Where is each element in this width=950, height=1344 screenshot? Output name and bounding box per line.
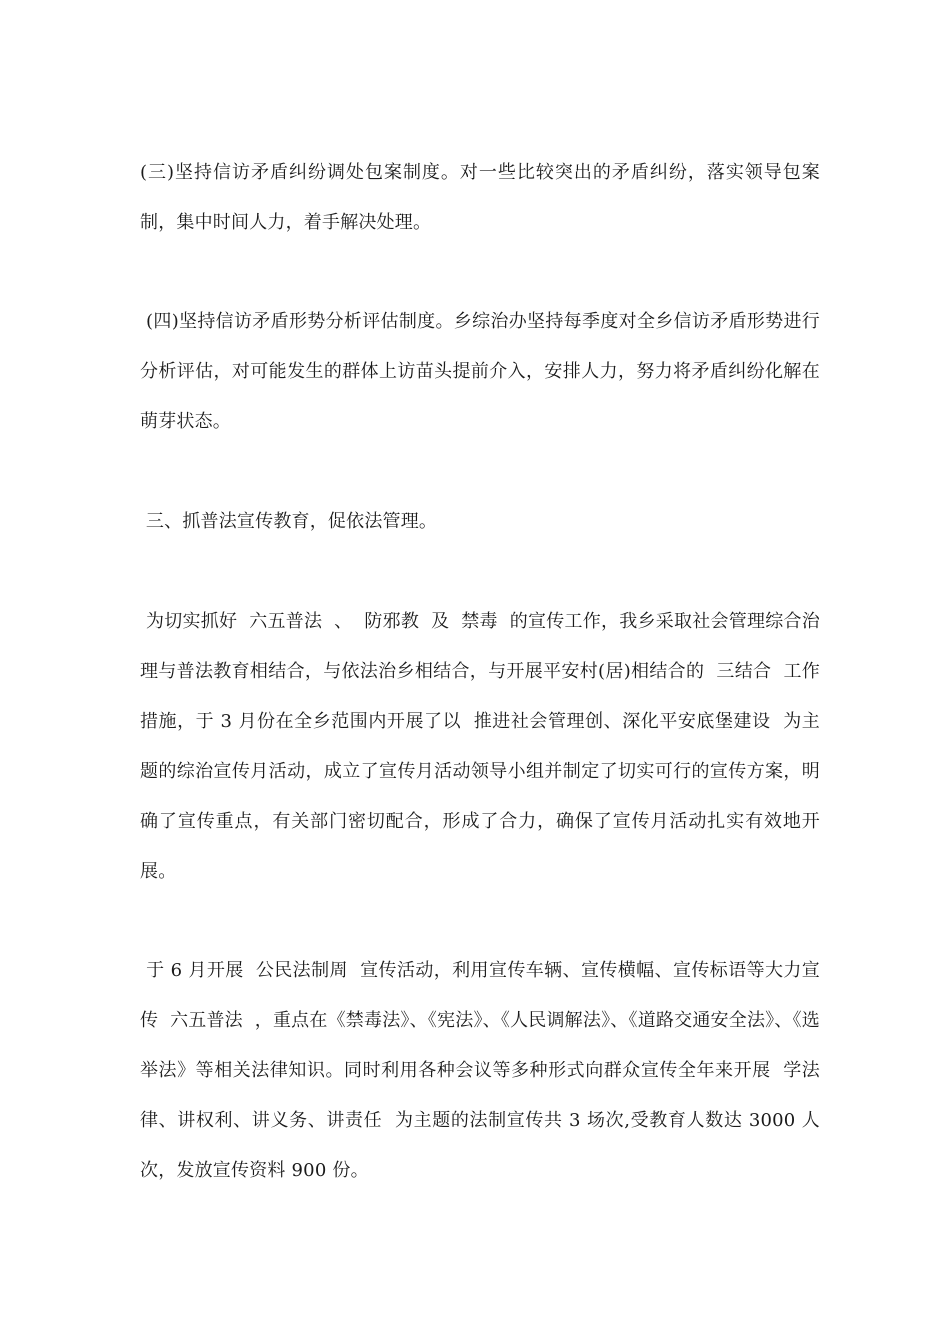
paragraph-case-handling: (三)坚持信访矛盾纠纷调处包案制度。对一些比较突出的矛盾纠纷，落实领导包案制，集中时间人力，着手解决处理。: [140, 162, 820, 233]
paragraph-legal-week: 于 6 月开展 公民法制周 宣传活动，利用宣传车辆、宣传横幅、宣传标语等大力宣传 六五普法 ，重点在《禁毒法》、《宪法》、《人民调解法》、《道路交通安全法》、《选举法》等相关法律知识。同时利用各种会议等多种形式向群众宣传全年来开展 学法律、讲权利、讲义务、讲责任 为主题的法制宣传共 3 场次,受教育人数达 3000 人次，发放宣传资料 900 份。: [140, 960, 820, 1181]
section-heading-legal-education: 三、抓普法宣传教育，促依法管理。: [140, 511, 438, 532]
paragraph-publicity-month: 为切实抓好 六五普法 、 防邪教 及 禁毒 的宣传工作，我乡采取社会管理综合治理与普法教育相结合，与依法治乡相结合，与开展平安村(居)相结合的 三结合 工作措施，于 3 月份在全乡范围内开展了以 推进社会管理创、深化平安底堡建设 为主题的综治宣传月活动，成立了宣传月活动领导小组并制定了切实可行的宣传方案，明确了宣传重点，有关部门密切配合，形成了合力，确保了宣传月活动扎实有效地开展。: [140, 611, 820, 882]
paragraph-situation-analysis: (四)坚持信访矛盾形势分析评估制度。乡综治办坚持每季度对全乡信访矛盾形势进行分析评估，对可能发生的群体上访苗头提前介入，安排人力，努力将矛盾纠纷化解在萌芽状态。: [140, 311, 820, 432]
